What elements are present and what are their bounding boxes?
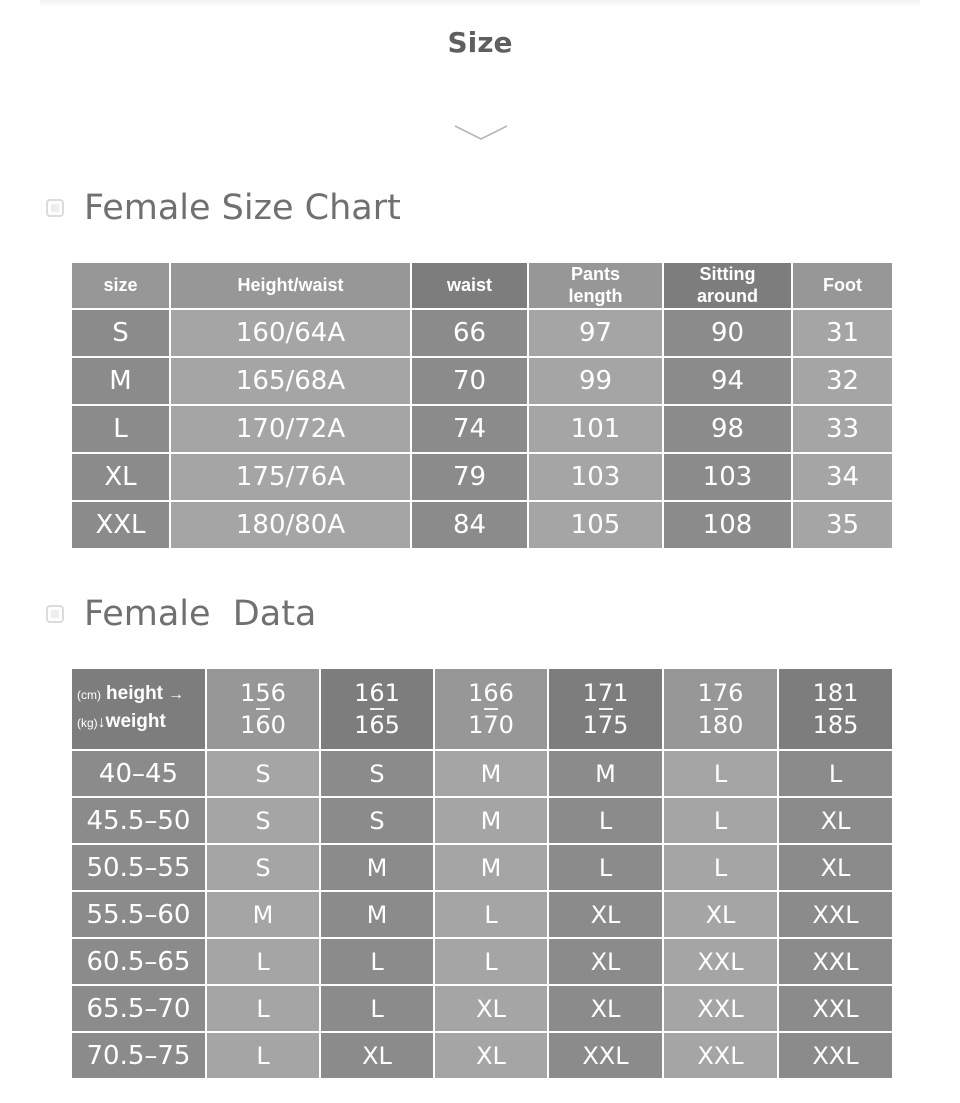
size-cell: XL bbox=[548, 938, 663, 985]
size-cell: XL bbox=[548, 985, 663, 1032]
size-label-cell: M bbox=[71, 357, 170, 405]
size-cell: XXL bbox=[548, 1032, 663, 1079]
data-chart-table bbox=[70, 667, 894, 1080]
bullet-square-icon bbox=[46, 605, 64, 623]
size-cell: M bbox=[320, 891, 434, 938]
range-dash bbox=[829, 708, 843, 710]
size-cell: M bbox=[434, 797, 548, 844]
size-cell: L bbox=[548, 797, 663, 844]
table-cell: 34 bbox=[792, 453, 893, 501]
height-range-header bbox=[778, 668, 893, 750]
table-cell: 105 bbox=[528, 501, 663, 549]
height-from: 161 bbox=[354, 679, 400, 707]
weight-range-cell: 70.5–75 bbox=[71, 1032, 206, 1079]
size-cell: M bbox=[320, 844, 434, 891]
size-cell: XXL bbox=[663, 938, 778, 985]
table-cell: 74 bbox=[411, 405, 528, 453]
size-cell: L bbox=[434, 891, 548, 938]
table-cell: 94 bbox=[663, 357, 792, 405]
size-cell: XL bbox=[434, 985, 548, 1032]
chevron-down-icon bbox=[453, 122, 509, 142]
height-from: 181 bbox=[812, 679, 859, 707]
table-row bbox=[71, 357, 893, 405]
arrow-down-icon: ↓ bbox=[97, 714, 106, 731]
table-cell: 31 bbox=[792, 309, 893, 357]
table-row bbox=[71, 750, 893, 797]
header-cell: size bbox=[71, 262, 170, 309]
height-to: 185 bbox=[812, 711, 859, 739]
table-row bbox=[71, 453, 893, 501]
weight-range-cell: 60.5–65 bbox=[71, 938, 206, 985]
table-row bbox=[71, 797, 893, 844]
size-cell: M bbox=[434, 750, 548, 797]
table-cell: 70 bbox=[411, 357, 528, 405]
height-range-header bbox=[320, 668, 434, 750]
header-cell: Foot bbox=[792, 262, 893, 309]
height-to: 170 bbox=[468, 711, 514, 739]
size-cell: L bbox=[663, 844, 778, 891]
weight-range-cell: 40–45 bbox=[71, 750, 206, 797]
weight-range-cell: 45.5–50 bbox=[71, 797, 206, 844]
table-row bbox=[71, 891, 893, 938]
size-label-cell: XL bbox=[71, 453, 170, 501]
size-cell: XXL bbox=[663, 1032, 778, 1079]
size-label-cell: L bbox=[71, 405, 170, 453]
size-cell: M bbox=[206, 891, 320, 938]
size-cell: S bbox=[320, 797, 434, 844]
size-chart-heading bbox=[46, 188, 401, 228]
height-range-header bbox=[548, 668, 663, 750]
table-cell: 32 bbox=[792, 357, 893, 405]
height-axis-label: (cm) height → bbox=[77, 683, 185, 704]
arrow-right-icon: → bbox=[168, 686, 185, 703]
table-cell: 79 bbox=[411, 453, 528, 501]
size-cell: XL bbox=[548, 891, 663, 938]
size-cell: XL bbox=[663, 891, 778, 938]
range-dash bbox=[370, 708, 384, 710]
size-cell: XXL bbox=[778, 1032, 893, 1079]
table-cell: 98 bbox=[663, 405, 792, 453]
height-from: 156 bbox=[240, 679, 286, 707]
table-cell: 165/68A bbox=[170, 357, 411, 405]
corner-cell bbox=[71, 668, 206, 750]
header-cell: waist bbox=[411, 262, 528, 309]
size-cell: L bbox=[434, 938, 548, 985]
size-cell: L bbox=[778, 750, 893, 797]
page-title: Size bbox=[447, 26, 513, 59]
table-cell: 97 bbox=[528, 309, 663, 357]
table-cell: 84 bbox=[411, 501, 528, 549]
size-label-cell: XXL bbox=[71, 501, 170, 549]
weight-range-cell: 55.5–60 bbox=[71, 891, 206, 938]
range-dash bbox=[484, 708, 498, 710]
table-cell: 90 bbox=[663, 309, 792, 357]
bullet-square-icon bbox=[46, 199, 64, 217]
table-row bbox=[71, 844, 893, 891]
weight-range-cell: 50.5–55 bbox=[71, 844, 206, 891]
height-to: 175 bbox=[582, 711, 629, 739]
header-cell: Sitting around bbox=[663, 262, 792, 309]
table-cell: 66 bbox=[411, 309, 528, 357]
table-cell: 103 bbox=[663, 453, 792, 501]
table-cell: 99 bbox=[528, 357, 663, 405]
range-dash bbox=[599, 708, 613, 710]
size-chart-heading-text: Female Size Chart bbox=[84, 188, 401, 228]
height-range-header bbox=[206, 668, 320, 750]
size-cell: XL bbox=[434, 1032, 548, 1079]
size-cell: XXL bbox=[778, 985, 893, 1032]
data-chart-heading bbox=[46, 594, 316, 634]
table-row bbox=[71, 309, 893, 357]
table-cell: 160/64A bbox=[170, 309, 411, 357]
size-cell: L bbox=[548, 844, 663, 891]
height-to: 160 bbox=[240, 711, 286, 739]
size-cell: L bbox=[206, 1032, 320, 1079]
height-from: 176 bbox=[697, 679, 744, 707]
size-cell: L bbox=[206, 985, 320, 1032]
size-cell: L bbox=[663, 797, 778, 844]
height-range-header bbox=[663, 668, 778, 750]
size-cell: M bbox=[434, 844, 548, 891]
height-from: 166 bbox=[468, 679, 514, 707]
size-cell: XXL bbox=[663, 985, 778, 1032]
size-cell: L bbox=[320, 938, 434, 985]
table-header-row bbox=[71, 262, 893, 309]
height-range-header bbox=[434, 668, 548, 750]
table-header-row bbox=[71, 668, 893, 750]
weight-axis-label: (kg)↓weight bbox=[77, 711, 166, 732]
size-cell: L bbox=[663, 750, 778, 797]
table-row bbox=[71, 938, 893, 985]
table-cell: 108 bbox=[663, 501, 792, 549]
size-cell: M bbox=[548, 750, 663, 797]
table-cell: 170/72A bbox=[170, 405, 411, 453]
size-cell: XXL bbox=[778, 938, 893, 985]
header-cell: Pants length bbox=[528, 262, 663, 309]
table-row bbox=[71, 501, 893, 549]
size-cell: S bbox=[206, 797, 320, 844]
height-from: 171 bbox=[582, 679, 629, 707]
size-cell: XXL bbox=[778, 891, 893, 938]
range-dash bbox=[714, 708, 728, 710]
range-dash bbox=[256, 708, 270, 710]
weight-range-cell: 65.5–70 bbox=[71, 985, 206, 1032]
header-cell: Height/waist bbox=[170, 262, 411, 309]
size-cell: XL bbox=[778, 844, 893, 891]
size-cell: XL bbox=[320, 1032, 434, 1079]
table-cell: 175/76A bbox=[170, 453, 411, 501]
size-cell: S bbox=[206, 750, 320, 797]
data-chart-heading-text: Female Data bbox=[84, 594, 317, 634]
table-cell: 33 bbox=[792, 405, 893, 453]
table-row bbox=[71, 985, 893, 1032]
size-chart-table bbox=[70, 261, 894, 550]
table-cell: 35 bbox=[792, 501, 893, 549]
table-row bbox=[71, 1032, 893, 1079]
table-cell: 180/80A bbox=[170, 501, 411, 549]
table-row bbox=[71, 405, 893, 453]
size-cell: L bbox=[320, 985, 434, 1032]
height-to: 165 bbox=[354, 711, 400, 739]
table-cell: 103 bbox=[528, 453, 663, 501]
top-divider-shadow bbox=[40, 0, 920, 8]
height-to: 180 bbox=[697, 711, 744, 739]
size-cell: S bbox=[206, 844, 320, 891]
size-cell: S bbox=[320, 750, 434, 797]
size-label-cell: S bbox=[71, 309, 170, 357]
size-cell: L bbox=[206, 938, 320, 985]
table-cell: 101 bbox=[528, 405, 663, 453]
size-cell: XL bbox=[778, 797, 893, 844]
